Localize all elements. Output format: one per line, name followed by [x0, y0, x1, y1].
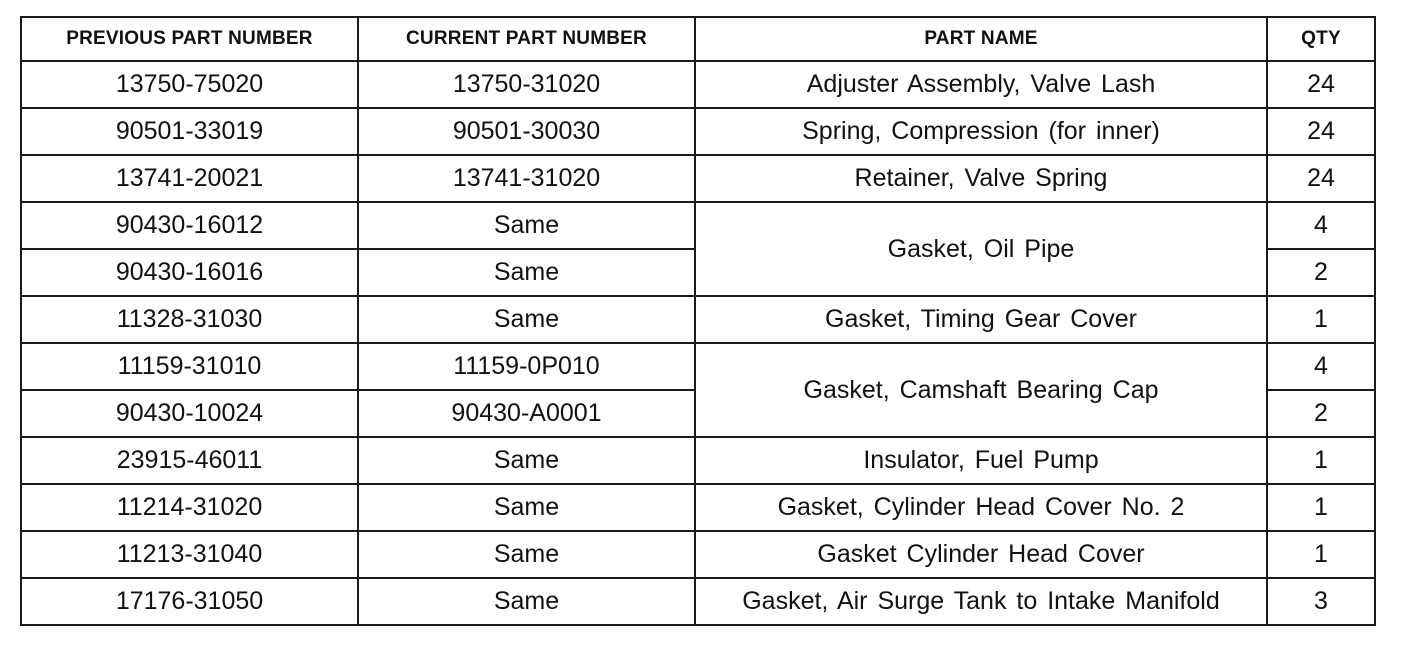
previous-part-number: 13750-75020	[21, 61, 358, 108]
part-name: Gasket, Cylinder Head Cover No. 2	[695, 484, 1267, 531]
table-row	[21, 155, 1375, 202]
quantity: 1	[1267, 437, 1375, 484]
parts-table	[20, 16, 1376, 626]
table-row	[21, 484, 1375, 531]
header-part-name: PART NAME	[695, 17, 1267, 61]
quantity: 24	[1267, 61, 1375, 108]
previous-part-number: 23915-46011	[21, 437, 358, 484]
current-part-number: 90501-30030	[358, 108, 695, 155]
table-row	[21, 343, 1375, 390]
current-part-number: Same	[358, 578, 695, 625]
table-row	[21, 108, 1375, 155]
table-row	[21, 202, 1375, 249]
part-name: Gasket, Oil Pipe	[695, 202, 1267, 296]
quantity: 2	[1267, 390, 1375, 437]
previous-part-number: 11214-31020	[21, 484, 358, 531]
part-name: Gasket, Camshaft Bearing Cap	[695, 343, 1267, 437]
previous-part-number: 90501-33019	[21, 108, 358, 155]
table-row	[21, 437, 1375, 484]
part-name: Adjuster Assembly, Valve Lash	[695, 61, 1267, 108]
part-name: Gasket Cylinder Head Cover	[695, 531, 1267, 578]
quantity: 2	[1267, 249, 1375, 296]
part-name: Gasket, Air Surge Tank to Intake Manifold	[695, 578, 1267, 625]
current-part-number: Same	[358, 484, 695, 531]
current-part-number: Same	[358, 202, 695, 249]
header-row	[21, 17, 1375, 61]
part-name: Gasket, Timing Gear Cover	[695, 296, 1267, 343]
previous-part-number: 90430-16016	[21, 249, 358, 296]
part-name: Insulator, Fuel Pump	[695, 437, 1267, 484]
header-current-part-number: CURRENT PART NUMBER	[358, 17, 695, 61]
current-part-number: Same	[358, 437, 695, 484]
quantity: 4	[1267, 343, 1375, 390]
current-part-number: Same	[358, 249, 695, 296]
previous-part-number: 11159-31010	[21, 343, 358, 390]
quantity: 4	[1267, 202, 1375, 249]
previous-part-number: 11328-31030	[21, 296, 358, 343]
table-row	[21, 61, 1375, 108]
part-name: Spring, Compression (for inner)	[695, 108, 1267, 155]
header-qty: QTY	[1267, 17, 1375, 61]
part-name: Retainer, Valve Spring	[695, 155, 1267, 202]
previous-part-number: 90430-10024	[21, 390, 358, 437]
current-part-number: 13741-31020	[358, 155, 695, 202]
previous-part-number: 90430-16012	[21, 202, 358, 249]
previous-part-number: 13741-20021	[21, 155, 358, 202]
quantity: 1	[1267, 296, 1375, 343]
current-part-number: 90430-A0001	[358, 390, 695, 437]
table-row	[21, 296, 1375, 343]
current-part-number: Same	[358, 296, 695, 343]
header-previous-part-number: PREVIOUS PART NUMBER	[21, 17, 358, 61]
quantity: 1	[1267, 531, 1375, 578]
quantity: 1	[1267, 484, 1375, 531]
current-part-number: Same	[358, 531, 695, 578]
quantity: 24	[1267, 108, 1375, 155]
quantity: 3	[1267, 578, 1375, 625]
table-row	[21, 578, 1375, 625]
current-part-number: 11159-0P010	[358, 343, 695, 390]
table-row	[21, 531, 1375, 578]
previous-part-number: 17176-31050	[21, 578, 358, 625]
current-part-number: 13750-31020	[358, 61, 695, 108]
quantity: 24	[1267, 155, 1375, 202]
previous-part-number: 11213-31040	[21, 531, 358, 578]
